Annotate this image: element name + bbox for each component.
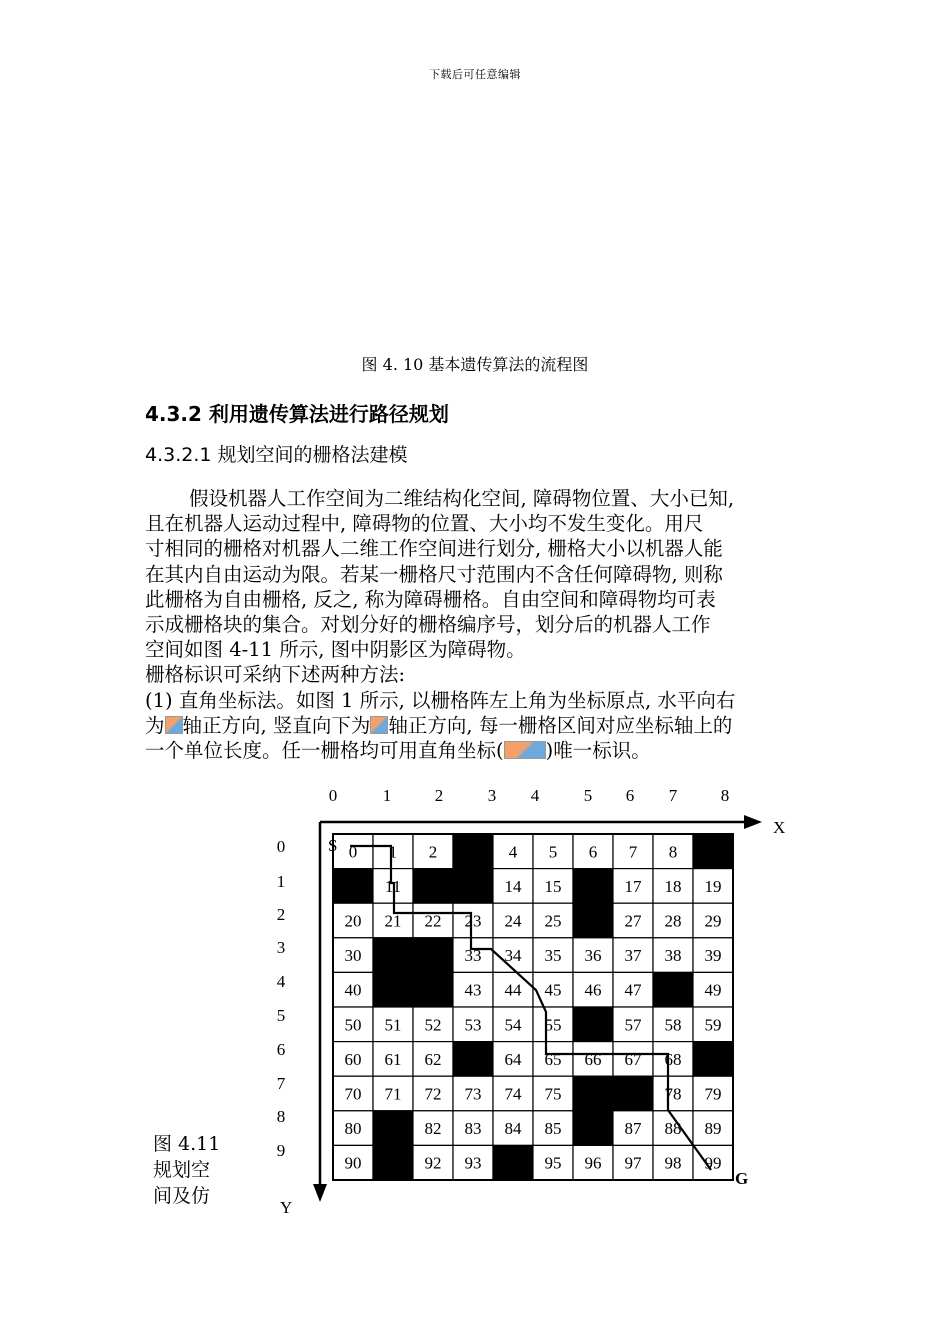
cell-number: 27 <box>624 911 642 931</box>
cell-number: 52 <box>424 1015 442 1035</box>
section-heading: 4.3.2 利用遗传算法进行路径规划 <box>145 402 449 426</box>
cell-number: 62 <box>424 1049 442 1069</box>
row-label: 5 <box>276 1006 286 1025</box>
cell-number: 57 <box>624 1015 642 1035</box>
cell-number: 78 <box>664 1084 682 1104</box>
obstacle-cell <box>613 1076 653 1111</box>
cell-number: 45 <box>544 980 562 1000</box>
para3-line: (1) 直角坐标法。如图 1 所示, 以栅格阵左上角为坐标原点, 水平向右 <box>145 688 736 712</box>
row-label: 7 <box>276 1074 286 1093</box>
col-label: 3 <box>487 786 497 805</box>
obstacle-cell <box>573 869 613 904</box>
col-label: 7 <box>668 786 678 805</box>
start-label: S <box>328 836 338 855</box>
para3-text: 为 <box>145 713 165 737</box>
cell-number: 68 <box>664 1049 682 1069</box>
figure-caption-line: 图 4.11 <box>153 1133 221 1155</box>
row-label: 6 <box>276 1040 286 1059</box>
obstacle-cell <box>573 1007 613 1042</box>
cell-number: 43 <box>464 980 482 1000</box>
cell-number: 82 <box>424 1119 442 1139</box>
cell-number: 84 <box>504 1119 522 1139</box>
obstacle-cell <box>573 903 613 938</box>
obstacle-cell <box>373 1145 413 1180</box>
cell-number: 80 <box>344 1119 362 1139</box>
obstacle-cell <box>453 834 493 869</box>
cell-number: 39 <box>704 946 722 966</box>
cell-number: 89 <box>704 1119 722 1139</box>
para2: 栅格标识可采纳下述两种方法: <box>145 663 406 687</box>
obstacle-cell <box>373 938 413 973</box>
y-axis-arrow <box>313 1184 327 1202</box>
para3-text: 轴正方向, 竖直向下为 <box>182 713 371 737</box>
row-label: 3 <box>276 938 286 957</box>
cell-number: 74 <box>504 1084 522 1104</box>
cell-number: 90 <box>344 1153 362 1173</box>
cell-number: 24 <box>504 911 522 931</box>
cell-number: 22 <box>424 911 442 931</box>
figure-caption-line: 间及仿 <box>153 1185 211 1207</box>
page-header: 下载后可任意编辑 <box>429 68 521 81</box>
obstacle-cell <box>693 834 733 869</box>
obstacle-cell <box>413 869 453 904</box>
cell-number: 72 <box>424 1084 442 1104</box>
cell-number: 7 <box>628 842 638 862</box>
cell-number: 14 <box>504 876 522 896</box>
col-label: 8 <box>720 786 730 805</box>
goal-label: G <box>735 1169 749 1188</box>
obstacle-cell <box>573 1076 613 1111</box>
cell-number: 59 <box>704 1015 722 1035</box>
obstacle-cell <box>453 869 493 904</box>
cell-number: 44 <box>504 980 522 1000</box>
cell-number: 64 <box>504 1049 522 1069</box>
cell-number: 23 <box>464 911 482 931</box>
cell-number: 93 <box>464 1153 482 1173</box>
obstacle-cell <box>333 869 373 904</box>
cell-number: 50 <box>344 1015 362 1035</box>
cell-number: 71 <box>384 1084 402 1104</box>
obstacle-cell <box>493 1145 533 1180</box>
cell-number: 29 <box>704 911 722 931</box>
x-axis-label: X <box>773 818 786 837</box>
cell-number: 55 <box>544 1015 562 1035</box>
cell-number: 67 <box>624 1049 642 1069</box>
cell-number: 2 <box>428 842 438 862</box>
cell-number: 85 <box>544 1119 562 1139</box>
para1-line: 寸相同的栅格对机器人二维工作空间进行划分, 栅格大小以机器人能 <box>145 537 723 561</box>
cell-number: 34 <box>504 946 522 966</box>
para1-line: 且在机器人运动过程中, 障碍物的位置、大小均不发生变化。用尺 <box>145 512 704 536</box>
cell-number: 25 <box>544 911 562 931</box>
cell-number: 36 <box>584 946 602 966</box>
obstacle-cell <box>573 1111 613 1146</box>
cell-number: 11 <box>384 876 402 896</box>
cell-number: 97 <box>624 1153 642 1173</box>
cell-number: 60 <box>344 1049 362 1069</box>
para1-line: 假设机器人工作空间为二维结构化空间, 障碍物位置、大小已知, <box>189 487 735 510</box>
row-label: 9 <box>276 1141 286 1160</box>
cell-number: 58 <box>664 1015 682 1035</box>
figure-caption-4-10: 图 4. 10 基本遗传算法的流程图 <box>361 355 589 374</box>
cell-number: 79 <box>704 1084 722 1104</box>
cell-number: 37 <box>624 946 642 966</box>
cell-number: 17 <box>624 876 642 896</box>
col-label: 4 <box>530 786 540 805</box>
para1-line: 在其内自由运动为限。若某一栅格尺寸范围内不含任何障碍物, 则称 <box>145 562 723 586</box>
cell-number: 18 <box>664 876 682 896</box>
row-label: 8 <box>276 1107 286 1126</box>
cell-number: 8 <box>668 842 678 862</box>
cell-number: 38 <box>664 946 682 966</box>
cell-number: 95 <box>544 1153 562 1173</box>
col-label: 5 <box>583 786 593 805</box>
cell-number: 51 <box>384 1015 402 1035</box>
obstacle-cell <box>373 1111 413 1146</box>
para1-line: 空间如图 4-11 所示, 图中阴影区为障碍物。 <box>145 638 526 662</box>
cell-number: 96 <box>584 1153 602 1173</box>
cell-number: 19 <box>704 876 722 896</box>
obstacle-cell <box>413 972 453 1007</box>
para3-text: 一个单位长度。任一栅格均可用直角坐标( <box>145 739 504 763</box>
cell-number: 83 <box>464 1119 482 1139</box>
obstacle-cell <box>453 1042 493 1077</box>
obstacle-cell <box>413 938 453 973</box>
cell-number: 15 <box>544 876 562 896</box>
para3-text: )唯一标识。 <box>545 739 651 763</box>
cell-number: 66 <box>584 1049 602 1069</box>
para1-line: 示成栅格块的集合。对划分好的栅格编序号，划分后的机器人工作 <box>145 613 711 637</box>
cell-number: 92 <box>424 1153 442 1173</box>
cell-number: 20 <box>344 911 362 931</box>
cell-number: 0 <box>348 842 358 862</box>
cell-number: 28 <box>664 911 682 931</box>
cell-number: 88 <box>664 1119 682 1139</box>
cell-number: 61 <box>384 1049 402 1069</box>
cell-number: 30 <box>344 946 362 966</box>
figure-caption-line: 规划空 <box>153 1159 211 1181</box>
cell-number: 99 <box>704 1153 722 1173</box>
para3-text: 轴正方向, 每一栅格区间对应坐标轴上的 <box>388 713 733 737</box>
row-label: 2 <box>276 905 286 924</box>
cell-number: 73 <box>464 1084 482 1104</box>
cell-number: 54 <box>504 1015 522 1035</box>
cell-number: 35 <box>544 946 562 966</box>
subsection-heading: 4.3.2.1 规划空间的栅格法建模 <box>145 444 408 466</box>
obstacle-cell <box>693 1042 733 1077</box>
cell-number: 1 <box>388 842 398 862</box>
row-label: 0 <box>276 837 286 856</box>
para1-line: 此栅格为自由栅格, 反之, 称为障碍栅格。自由空间和障碍物均可表 <box>145 587 716 611</box>
cell-number: 53 <box>464 1015 482 1035</box>
cell-number: 6 <box>588 842 598 862</box>
col-label: 2 <box>434 786 444 805</box>
cell-number: 49 <box>704 980 722 1000</box>
row-label: 1 <box>276 872 286 891</box>
y-axis-label: Y <box>280 1198 293 1217</box>
row-label: 4 <box>276 972 286 991</box>
cell-number: 87 <box>624 1119 642 1139</box>
col-label: 6 <box>625 786 635 805</box>
cell-number: 5 <box>548 842 558 862</box>
x-axis-arrow <box>744 815 762 829</box>
cell-number: 70 <box>344 1084 362 1104</box>
cell-number: 65 <box>544 1049 562 1069</box>
cell-number: 21 <box>384 911 402 931</box>
cell-number: 40 <box>344 980 362 1000</box>
col-label: 0 <box>328 786 338 805</box>
obstacle-cell <box>653 972 693 1007</box>
cell-number: 33 <box>464 946 482 966</box>
cell-number: 47 <box>624 980 642 1000</box>
obstacle-cell <box>373 972 413 1007</box>
cell-number: 4 <box>508 842 518 862</box>
col-label: 1 <box>382 786 392 805</box>
cell-number: 98 <box>664 1153 682 1173</box>
cell-number: 75 <box>544 1084 562 1104</box>
cell-number: 46 <box>584 980 602 1000</box>
